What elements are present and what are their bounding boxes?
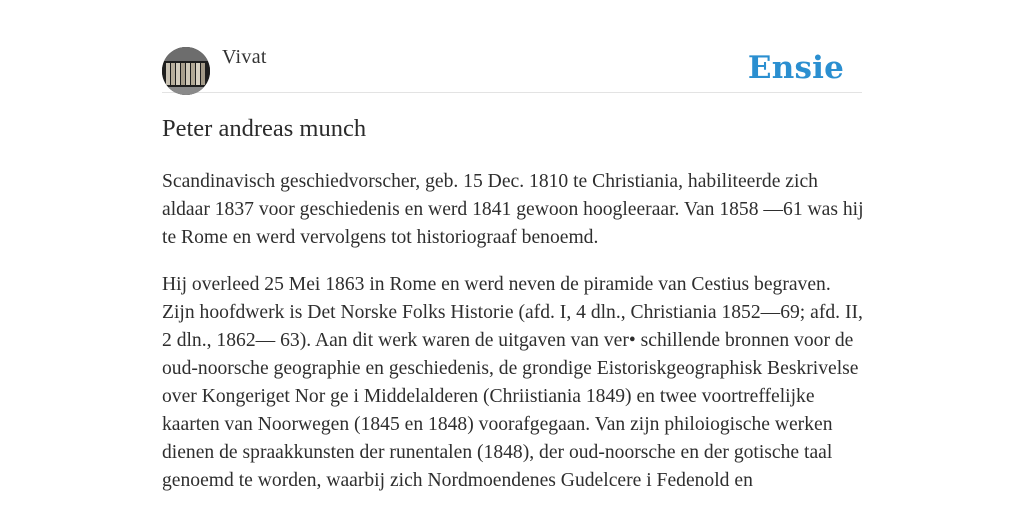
book-spines-icon (162, 47, 210, 95)
article-paragraph: Hij overleed 25 Mei 1863 in Rome en werd neven de piramide van Cestius begraven. Zijn hoofdwerk is Det Norske Folks Historie (afd. I, 4 dln., Christiania 1852—69; afd. II, 2 dln., 1862— 63). Aan dit werk waren de uitgaven van ver• schillende bronnen voor de oud-noorsche geographie en geschiedenis, de grondige Eistoriskgeographisk Beskrivelse over Kongeriget Nor ge i Middelalderen (Chriistiania 1849) en twee voortreffelijke kaarten van Noorwegen (1845 en 1848) voorafgegaan. Van zijn philoiogische werken dienen de spraakkunsten der runentalen (1848), der oud-noorsche en der gotische taal genoemd te worden, waarbij zich Nordmoendenes Gudelcere i Fedenold en (162, 274, 863, 491)
article-body (162, 168, 864, 512)
article-title: Peter andreas munch (162, 115, 367, 142)
source-avatar[interactable] (162, 47, 210, 95)
header (162, 46, 862, 93)
source-name[interactable]: Vivat (222, 46, 267, 68)
brand-logo[interactable]: Ensie (747, 50, 844, 86)
article-paragraph: Scandinavisch geschiedvorscher, geb. 15 Dec. 1810 te Christiania, habiliteerde zich aldaar 1837 voor geschiedenis en werd 1841 gewoon hoogleeraar. Van 1858 —61 was hij te Rome en werd vervolgens tot historiograaf benoemd. (162, 171, 864, 248)
